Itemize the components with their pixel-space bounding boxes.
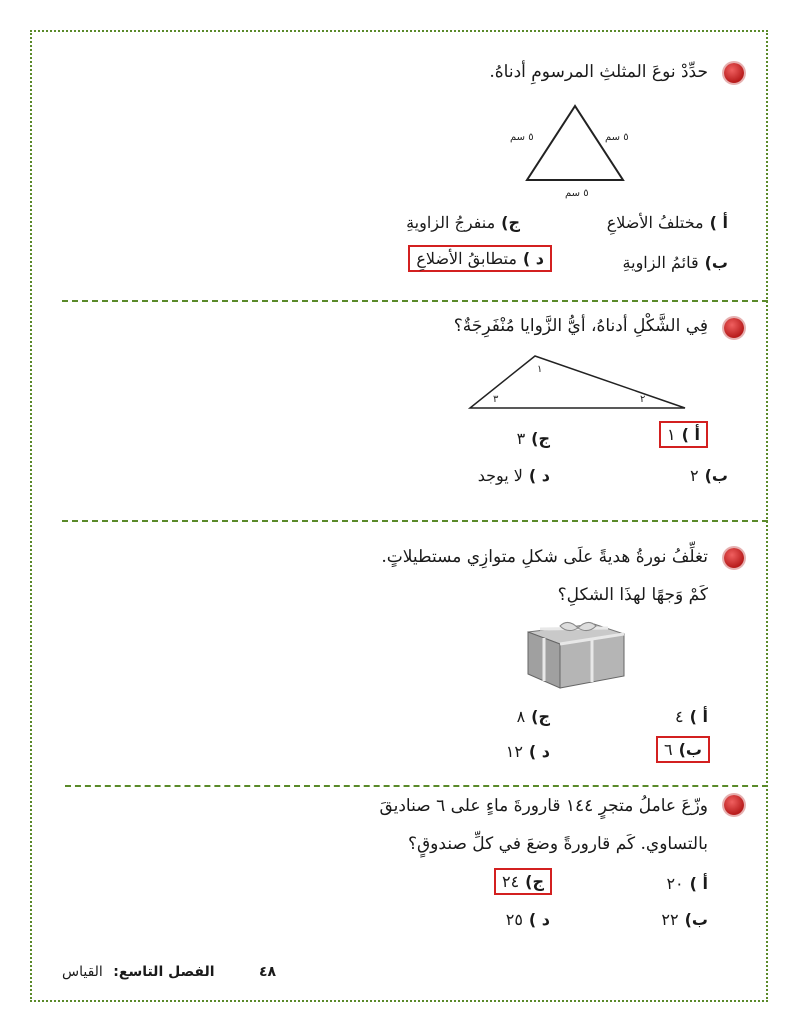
obtuse-triangle-figure <box>465 352 690 414</box>
chapter-topic: القياس <box>62 964 103 980</box>
question-3-stem: تغلِّفُ نورةُ هديةً علَى شكلِ متوازِي مستطيلاتٍ. <box>381 547 708 567</box>
triangle-shape <box>527 106 623 180</box>
triangle-shape <box>470 356 685 408</box>
question-bullet-icon <box>724 318 744 338</box>
angle-label-2: ٢ <box>640 394 646 405</box>
question-bullet-icon <box>724 795 744 815</box>
option-b[interactable]: ب)٢٢ <box>661 910 708 929</box>
page-frame <box>30 30 768 1002</box>
option-a[interactable]: أ )٢٠ <box>666 874 708 893</box>
separator <box>62 520 768 522</box>
separator <box>62 300 768 302</box>
side-label-bottom: ٥ سم <box>565 188 589 199</box>
page-footer <box>62 964 276 980</box>
option-b[interactable]: ب)قائمُ الزاويةِ <box>622 253 728 272</box>
separator <box>65 785 768 787</box>
side-label-right: ٥ سم <box>605 132 629 143</box>
equilateral-triangle-figure <box>505 100 645 200</box>
option-d-highlighted[interactable]: د )متطابقُ الأضلاعِ <box>408 245 552 272</box>
angle-label-1: ١ <box>537 364 543 375</box>
option-b-highlighted[interactable]: ب)٦ <box>656 736 710 763</box>
option-c[interactable]: ج)٨ <box>516 707 550 726</box>
option-d[interactable]: د )١٢ <box>505 742 550 761</box>
option-c[interactable]: ج)٣ <box>516 429 550 448</box>
question-4-stem: وزّعَ عاملُ متجرٍ ١٤٤ قارورةَ ماءٍ على ٦ صناديقَ <box>379 796 708 816</box>
option-c[interactable]: ج)منفرجُ الزاويةِ <box>406 213 520 232</box>
page-number: ٤٨ <box>259 964 277 980</box>
question-3-stem-line-2: كَمْ وَجهًا لهذَا الشكلِ؟ <box>557 585 708 605</box>
option-b[interactable]: ب)٢ <box>690 466 728 485</box>
question-bullet-icon <box>724 548 744 568</box>
option-a[interactable]: أ )٤ <box>675 707 708 726</box>
gift-box-image <box>520 618 630 690</box>
angle-label-3: ٣ <box>493 394 499 405</box>
option-c-highlighted[interactable]: ج)٢٤ <box>494 868 552 895</box>
question-4-stem-line-2: بالتساوي. كَم قارورةً وضعَ في كلِّ صندوقٍ؟ <box>407 834 708 854</box>
option-a-highlighted[interactable]: أ )١ <box>659 421 708 448</box>
side-label-left: ٥ سم <box>510 132 534 143</box>
chapter-title: الفصل التاسع: <box>113 964 215 980</box>
option-d[interactable]: د )لا يوجد <box>477 466 550 485</box>
question-2-stem: فِي الشَّكْلِ أدناهُ، أيُّ الزَّوايا مُنْفَرِجَةٌ؟ <box>453 316 708 336</box>
option-d[interactable]: د )٢٥ <box>505 910 550 929</box>
question-1-stem: حدِّدْ نوعَ المثلثِ المرسومِ أدناهُ. <box>489 62 708 82</box>
question-bullet-icon <box>724 63 744 83</box>
option-a[interactable]: أ )مختلفُ الأضلاعِ <box>606 213 728 232</box>
